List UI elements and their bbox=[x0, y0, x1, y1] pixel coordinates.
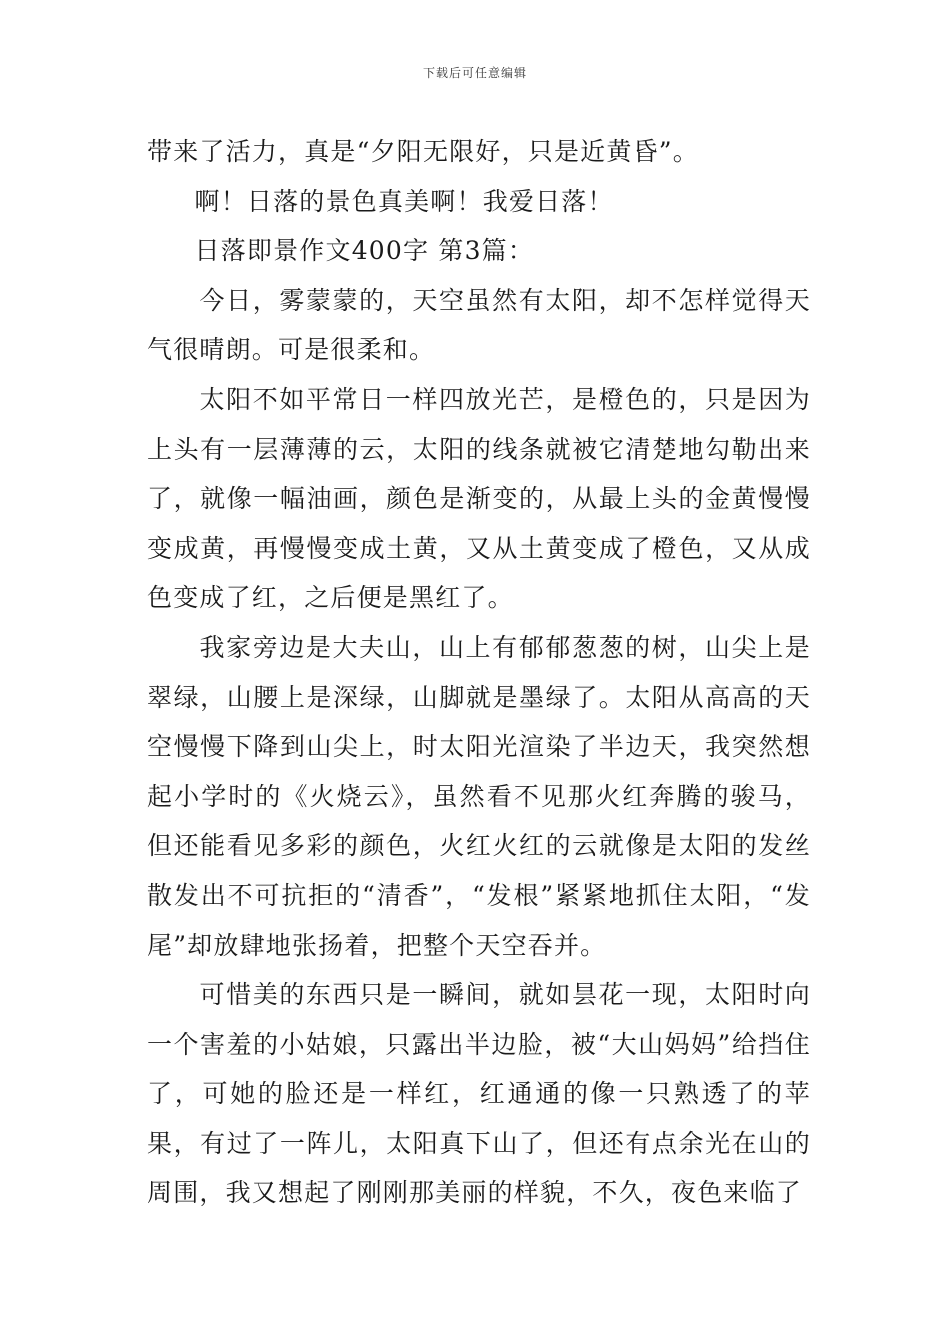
page-header: 下载后可任意编辑 bbox=[422, 66, 527, 80]
paragraph-mountain: 我家旁边是大夫山，山上有郁郁葱葱的树，山尖上是翠绿，山腰上是深绿，山脚就是墨绿了。太阳从高高的天空慢慢下降到山尖上，时太阳光渲染了半边天，我突然想起小学时的《火烧云》，虽然看不见那火红奔腾的骏马，但还能看见多彩的颜色，火红火红的云就像是太阳的发丝散发出不可抗拒的“清香”，“发根”紧紧地抓住太阳，“发尾”却放肆地张扬着，把整个天空吞并。 bbox=[147, 632, 811, 960]
document-body bbox=[147, 127, 811, 1218]
paragraph-sunset: 可惜美的东西只是一瞬间，就如昙花一现，太阳时向一个害羞的小姑娘，只露出半边脸，被“大山妈妈”给挡住了，可她的脸还是一样红，红通通的像一只熟透了的苹果，有过了一阵儿，太阳真下山了，但还有点余光在山的周围，我又想起了刚刚那美丽的样貌，不久，夜色来临了 bbox=[147, 980, 811, 1208]
paragraph-weather: 今日，雾蒙蒙的，天空虽然有太阳，却不怎样觉得天气很晴朗。可是很柔和。 bbox=[147, 285, 811, 365]
paragraph-sun: 太阳不如平常日一样四放光芒，是橙色的，只是因为上头有一层薄薄的云，太阳的线条就被它清楚地勾勒出来了，就像一幅油画，颜色是渐变的，从最上头的金黄慢慢变成黄，再慢慢变成土黄，又从土黄变成了橙色，又从成色变成了红，之后便是黑红了。 bbox=[147, 384, 811, 613]
paragraph-exclamation: 啊！日落的景色真美啊！我爱日落！ bbox=[194, 186, 614, 216]
section-title: 日落即景作文400字 第3篇： bbox=[194, 236, 535, 266]
paragraph-continuation: 带来了活力，真是“夕阳无限好，只是近黄昏”。 bbox=[147, 137, 699, 166]
